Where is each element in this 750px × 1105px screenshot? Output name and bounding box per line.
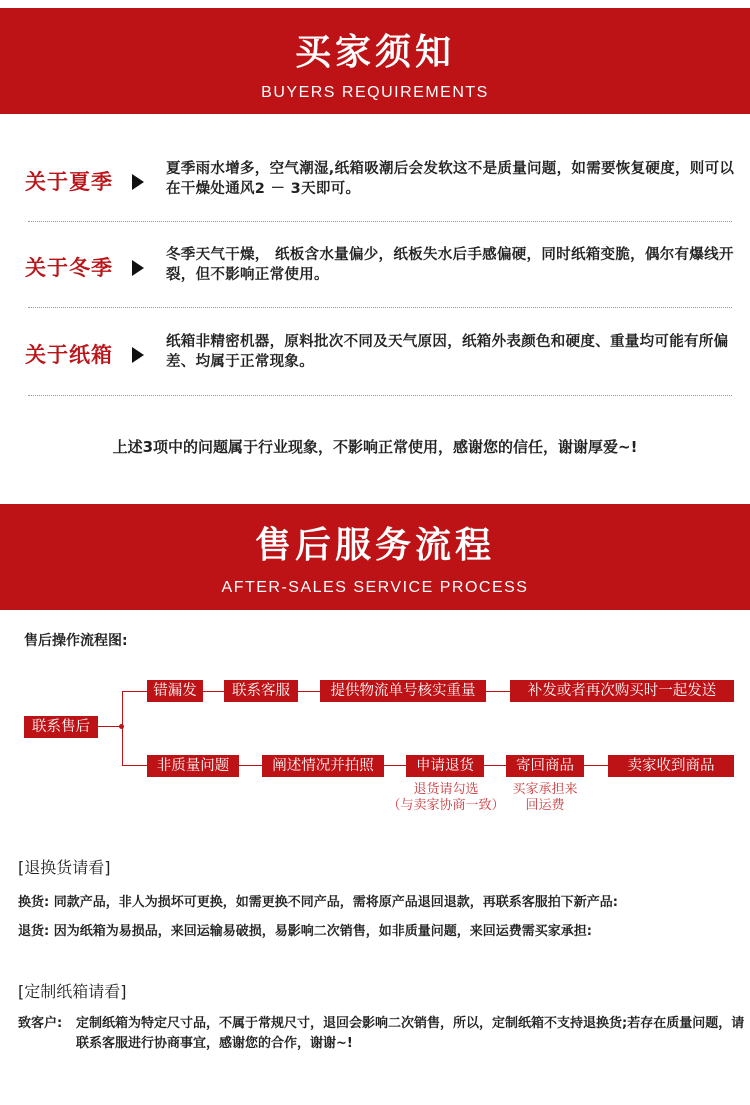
requirement-label: 关于冬季 <box>25 256 113 280</box>
custom-carton-policy <box>18 1014 748 1054</box>
policy-text: 定制纸箱为特定尺寸品，不属于常规尺寸，退回会影响二次销售，所以，定制纸箱不支持退换货;若存在质量问题，请联系客服进行协商事宜，感谢您的合作，谢谢~! <box>76 1016 745 1051</box>
node-describe-and-photo: 阐述情况并拍照 <box>262 755 384 777</box>
node-seller-receives: 卖家收到商品 <box>608 755 734 777</box>
triangle-right-icon <box>132 347 144 363</box>
exchange-policy <box>18 891 618 910</box>
return-policy-heading: [退换货请看] <box>18 858 111 877</box>
connector <box>584 765 608 766</box>
policy-key: 退货: <box>18 924 50 939</box>
triangle-right-icon <box>132 174 144 190</box>
requirement-text: 纸箱非精密机器，原料批次不同及天气原因，纸箱外表颜色和硬度、重量均可能有所偏差、均属于正常现象。 <box>166 334 729 370</box>
node-provide-tracking: 提供物流单号核实重量 <box>320 680 486 702</box>
connector <box>298 691 320 692</box>
banner-title: 售后服务流程 <box>254 525 495 566</box>
banner-title: 买家须知 <box>294 32 455 73</box>
connector <box>122 691 123 766</box>
note-buyer-pays-shipping: 买家承担来 回运费 <box>512 782 578 813</box>
summary-text: 上述3项中的问题属于行业现象，不影响正常使用，感谢您的信任，谢谢厚爱~! <box>112 438 638 456</box>
after-sales-banner <box>0 504 750 610</box>
buyers-requirements-banner <box>0 8 750 114</box>
node-wrong-missing-shipment: 错漏发 <box>147 680 203 702</box>
policy-key: 换货: <box>18 895 50 910</box>
flow-chart-title: 售后操作流程图: <box>24 633 128 649</box>
connector <box>384 765 406 766</box>
requirement-label: 关于纸箱 <box>25 343 113 367</box>
banner-subtitle: AFTER-SALES SERVICE PROCESS <box>221 579 529 596</box>
return-policy <box>18 920 592 939</box>
banner-subtitle: BUYERS REQUIREMENTS <box>261 84 489 101</box>
requirement-label: 关于夏季 <box>25 170 113 194</box>
connector <box>486 691 510 692</box>
node-contact-after-sales: 联系售后 <box>24 716 98 738</box>
connector <box>122 765 147 766</box>
divider <box>28 307 732 308</box>
node-reship: 补发或者再次购买时一起发送 <box>510 680 734 702</box>
node-send-back: 寄回商品 <box>506 755 584 777</box>
connector <box>239 765 262 766</box>
policy-text: 因为纸箱为易损品，来回运输易破损，易影响二次销售，如非质量问题，来回运费需买家承担: <box>53 924 592 939</box>
connector <box>122 691 147 692</box>
policy-text: 同款产品，非人为损坏可更换，如需更换不同产品，需将原产品退回退款，再联系客服拍下新产品: <box>53 895 618 910</box>
divider <box>28 221 732 222</box>
requirement-text: 冬季天气干燥， 纸板含水量偏少，纸板失水后手感偏硬，同时纸箱变脆，偶尔有爆线开裂，但不影响正常使用。 <box>166 247 734 283</box>
connector <box>484 765 506 766</box>
divider <box>28 395 732 396</box>
triangle-right-icon <box>132 260 144 276</box>
node-contact-service: 联系客服 <box>224 680 298 702</box>
policy-key: 致客户: <box>18 1016 63 1031</box>
note-return-check: 退货请勾选 （与卖家协商一致） <box>387 782 505 813</box>
node-non-quality-issue: 非质量问题 <box>147 755 239 777</box>
connector <box>203 691 224 692</box>
node-apply-return: 申请退货 <box>406 755 484 777</box>
requirement-text: 夏季雨水增多，空气潮湿,纸箱吸潮后会发软这不是质量问题，如需要恢复硬度，则可以在干燥处通风2 － 3天即可。 <box>166 161 735 197</box>
custom-carton-heading: [定制纸箱请看] <box>18 982 127 1001</box>
